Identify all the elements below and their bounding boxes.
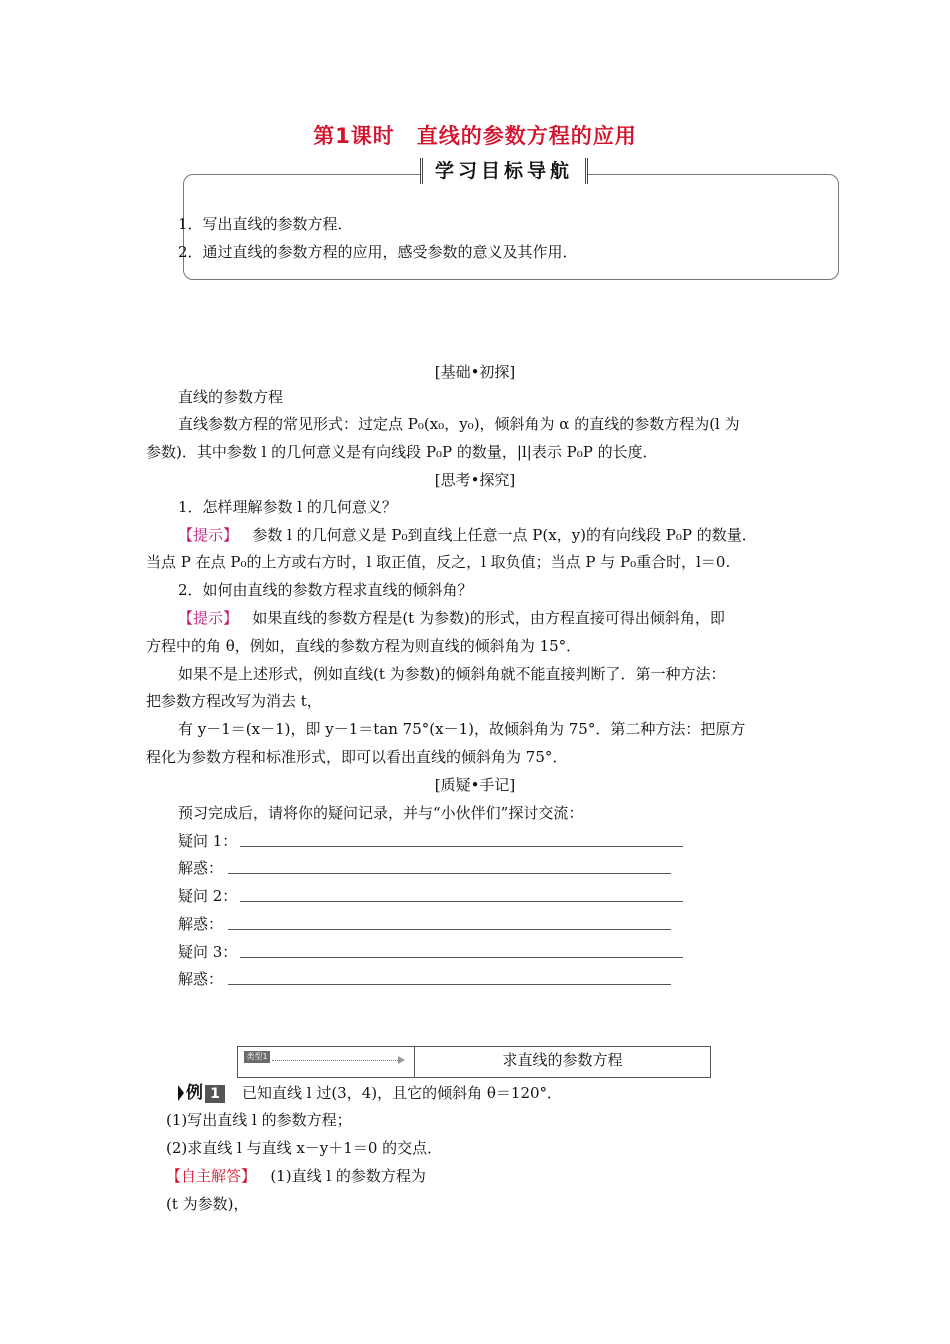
paragraph-3-line-2: 把参数方程改写为消去 t， [146,692,322,710]
example-label: 例 [186,1083,203,1103]
note-label: 疑问 1： [178,832,238,850]
hint-label: 【提示】 [178,526,239,544]
goal-item-1: 1．写出直线的参数方程． [178,215,353,233]
answer-2-line-1 [178,607,725,628]
triangle-right-icon [178,1085,184,1101]
example-number: 1 [205,1085,225,1103]
note-writing-line[interactable] [240,957,683,958]
paragraph-3-line-1: 如果不是上述形式，例如直线(t 为参数)的倾斜角就不能直接判断了．第一种方法： [178,665,726,683]
solution-text: (1)直线 l 的参数方程为 [270,1167,426,1185]
type-badge: 类型1 [244,1051,270,1063]
example-part-2: (2)求直线 l 与直线 x－y＋1＝0 的交点． [166,1139,443,1157]
example-badge [178,1078,225,1103]
page-title: 第1课时 直线的参数方程的应用 [313,124,637,148]
basic-subtitle: 直线的参数方程 [178,388,284,406]
type-section-title: 求直线的参数方程 [502,1051,623,1069]
example-statement: 已知直线 l 过(3，4)，且它的倾斜角 θ＝120°． [242,1084,563,1102]
notes-intro: 预习完成后，请将你的疑问记录，并与“小伙伴们”探讨交流： [178,804,584,822]
answer-2-text: 如果直线的参数方程是(t 为参数)的形式，由方程直接可得出倾斜角，即 [252,609,725,627]
answer-1-line-2: 当点 P 在点 P₀的上方或右方时，l 取正值，反之，l 取负值；当点 P 与 P₀重合时，l＝0. [146,553,731,571]
basic-paragraph-line-2: 参数)．其中参数 l 的几何意义是有向线段 P₀P 的数量，|l|表示 P₀P 的长度． [146,443,658,461]
section-header-think: [思考•探究] [434,471,516,489]
goal-item-2: 2．通过直线的参数方程的应用，感受参数的意义及其作用． [178,243,578,261]
note-label: 疑问 3： [178,943,238,961]
solution-line [166,1165,426,1186]
arrow-head-icon [398,1056,405,1064]
solution-tail: (t 为参数)， [166,1195,249,1213]
note-writing-line[interactable] [228,984,671,985]
arrow-icon [272,1060,398,1061]
note-label: 解惑： [178,915,224,933]
answer-1-text: 参数 l 的几何意义是 P₀到直线上任意一点 P(x，y)的有向线段 P₀P 的数量． [252,526,757,544]
note-label: 解惑： [178,970,224,988]
learning-goals-label: 学习目标导航 [420,158,588,184]
question-1: 1．怎样理解参数 l 的几何意义？ [178,498,397,516]
note-label: 疑问 2： [178,887,238,905]
basic-paragraph-line-1: 直线参数方程的常见形式：过定点 P₀(x₀，y₀)，倾斜角为 α 的直线的参数方程为(l 为 [178,415,740,433]
section-header-basic: [基础•初探] [434,363,516,381]
answer-2-line-2: 方程中的角 θ，例如，直线的参数方程为则直线的倾斜角为 15°． [146,637,582,655]
solution-label: 【自主解答】 [166,1167,257,1185]
answer-1-line-1 [178,524,757,545]
example-part-1: (1)写出直线 l 的参数方程； [166,1111,352,1129]
section-header-notes: [质疑•手记] [434,776,516,794]
hint-label: 【提示】 [178,609,239,627]
question-2: 2．如何由直线的参数方程求直线的倾斜角？ [178,581,473,599]
note-writing-line[interactable] [228,929,671,930]
paragraph-3-line-3: 有 y－1＝(x－1)，即 y－1＝tan 75°(x－1)，故倾斜角为 75°．第二种方法：把原方 [178,720,746,738]
note-writing-line[interactable] [228,873,671,874]
note-writing-line[interactable] [240,901,683,902]
note-writing-line[interactable] [240,846,683,847]
note-label: 解惑： [178,859,224,877]
paragraph-3-line-4: 程化为参数方程和标准形式，即可以看出直线的倾斜角为 75°． [146,748,568,766]
